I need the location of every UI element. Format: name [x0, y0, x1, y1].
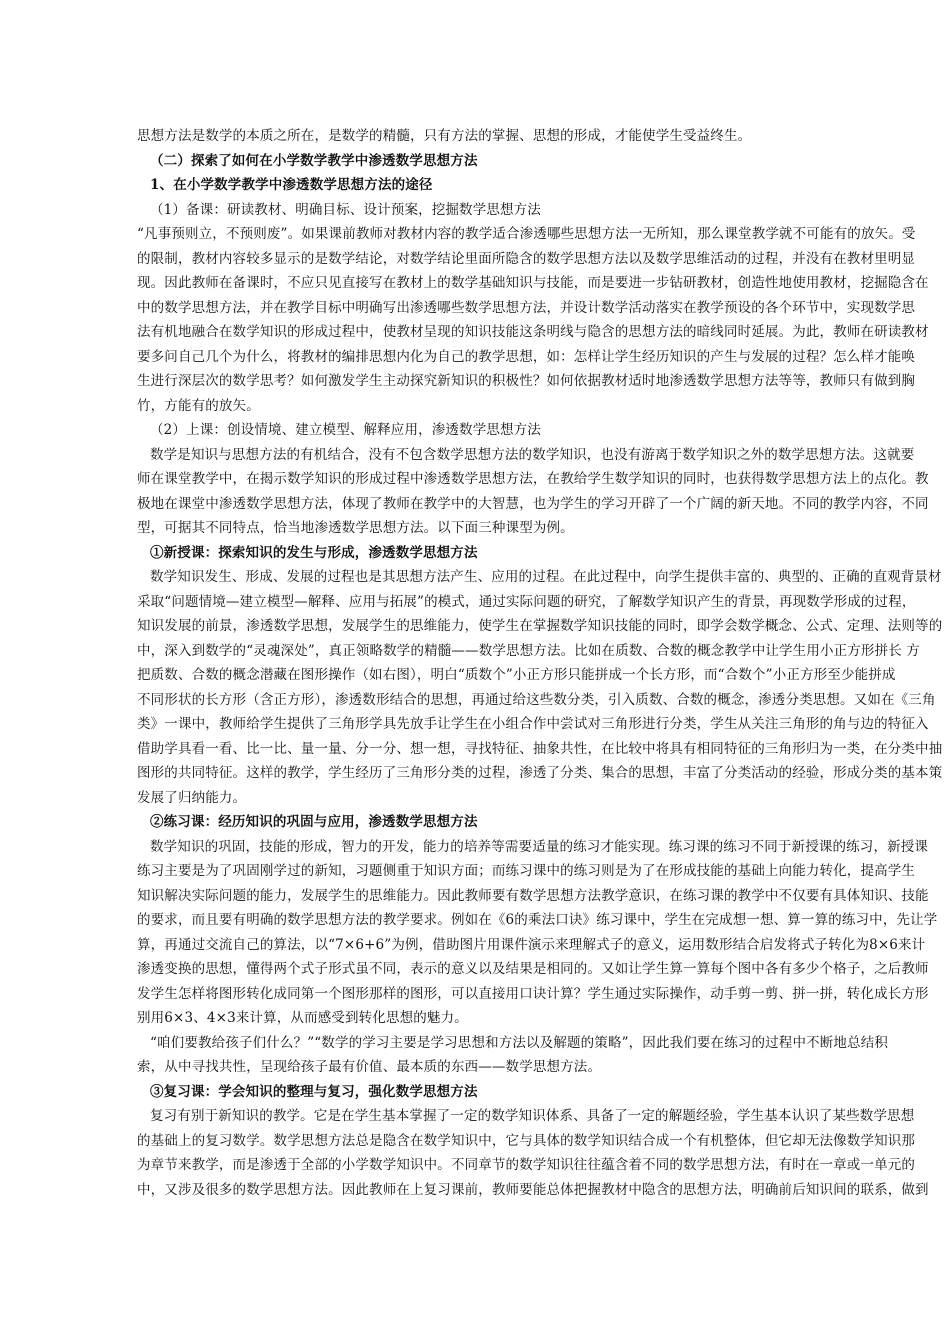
paragraph-line: 竹，方能有的放矢。	[137, 397, 260, 414]
paragraph-line: 型，可据其不同特点，恰当地渗透数学思想方法。以下面三种课型为例。	[137, 520, 574, 536]
paragraph-line: 极地在课堂中渗透数学思想方法，体现了教师在教学中的大智慧，也为学生的学习开辟了一个广阔的新天地。不同的教学内容，不同	[137, 495, 929, 512]
paragraph-line: 把质数、合数的概念潜藏在图形操作（如右图），明白“质数个”小正方形只能拼成一个长方形，而“合数个”小正方形至少能拼成	[137, 667, 896, 683]
paragraph-line: 现。因此教师在备课时，不应只见直接写在教材上的数学基础知识与技能，而是要进一步钻研教材，创造性地使用教材，挖掘隐含在	[137, 275, 929, 291]
paragraph-line: 的要求，而且要有明确的数学思想方法的教学要求。例如在《6的乘法口诀》练习课中，学生在完成想一想、算一算的练习中，先让学	[137, 912, 938, 928]
paragraph-line: 师在课堂教学中，在揭示数学知识的形成过程中渗透数学思想方法，在教给学生数学知识的同时，也获得数学思想方法上的点化。教	[137, 471, 929, 487]
paragraph-line: 生进行深层次的数学思考？如何激发学生主动探究新知识的积极性？如何依据教材适时地渗透数学思想方法等等，教师只有做到胸	[137, 373, 916, 389]
paragraph-line: 类》一课中，教师给学生提供了三角形学具先放手让学生在小组合作中尝试对三角形进行分类，学生从关注三角形的角与边的特征入	[137, 716, 929, 732]
section-heading: ②练习课：经历知识的巩固与应用，渗透数学思想方法	[150, 814, 478, 830]
paragraph-line: 渗透变换的思想，懂得两个式子形式虽不同，表示的意义以及结果是相同的。又如让学生算一算每个图中各有多少个格子，之后教师	[137, 961, 929, 977]
paragraph-line: 知识解决实际问题的能力，发展学生的思维能力。因此教师要有数学思想方法教学意识，在练习课的教学中不仅要有具体知识、技能	[137, 887, 929, 904]
section-heading: ①新授课：探索知识的发生与形成，渗透数学思想方法	[150, 544, 478, 561]
paragraph-line: 数学知识发生、形成、发展的过程也是其思想方法产生、应用的过程。在此过程中，向学生提供丰富的、典型的、正确的直观背景材	[150, 569, 942, 585]
paragraph-line: 的基础上的复习数学。数学思想方法总是隐含在数学知识中，它与具体的数学知识结合成一个有机整体，但它却无法像数学知识那	[137, 1132, 916, 1149]
paragraph-line: 思想方法是数学的本质之所在，是数学的精髓，只有方法的掌握、思想的形成，才能使学生受益终生。	[137, 128, 752, 144]
paragraph-line: 法有机地融合在数学知识的形成过程中，使教材呈现的知识技能这条明线与隐含的思想方法的暗线同时延展。为此，教师在研读教材	[137, 324, 929, 340]
paragraph-line: 练习主要是为了巩固刚学过的新知，习题侧重于知识方面；而练习课中的练习则是为了在形成技能的基础上向能力转化，提高学生	[137, 863, 916, 879]
paragraph-line: 知识发展的前景，渗透数学思想，发展学生的思维能力，使学生在掌握数学知识技能的同时，即学会数学概念、公式、定理、法则等的	[137, 618, 943, 634]
paragraph-line: 中的数学思想方法，并在教学目标中明确写出渗透哪些数学思想方法，并设计数学活动落实在教学预设的各个环节中，实现数学思	[137, 299, 916, 316]
paragraph-line: 中，又涉及很多的数学思想方法。因此教师在上复习课前，教师要能总体把握教材中隐含的思想方法，明确前后知识间的联系，做到	[137, 1181, 929, 1198]
paragraph-line: 复习有别于新知识的教学。它是在学生基本掌握了一定的数学知识体系、具备了一定的解题经验，学生基本认识了某些数学思想	[150, 1108, 915, 1124]
paragraph-line: 要多问自己几个为什么，将教材的编排思想内化为自己的教学思想，如：怎样让学生经历知识的产生与发展的过程？怎么样才能唤	[137, 348, 916, 365]
paragraph-line: 索，从中寻找共性，呈现给孩子最有价值、最本质的东西——数学思想方法。	[137, 1059, 602, 1075]
document-page	[137, 124, 950, 1202]
paragraph-line: 发学生怎样将图形转化成同第一个图形那样的图形，可以直接用口诀计算？学生通过实际操作，动手剪一剪、拼一拼，转化成长方形	[137, 985, 929, 1002]
paragraph-line: 算，再通过交流自己的算法，以“7×6+6”为例，借助图片用课件演示来理解式子的意义，运用数形结合启发将式子转化为8×6来计	[137, 936, 926, 953]
paragraph-line: “咱们要教给孩子们什么？”“数学的学习主要是学习思想和方法以及解题的策略”，因此我们要在练习的过程中不断地总结积	[150, 1034, 889, 1051]
section-heading: 1、在小学数学教学中渗透数学思想方法的途径	[150, 177, 433, 193]
paragraph-line: 不同形状的长方形（含正方形），渗透数形结合的思想，再通过给这些数分类，引入质数、合数的概念，渗透分类思想。又如在《三角	[137, 691, 936, 708]
paragraph-line: “凡事预则立，不预则废”。如果课前教师对教材内容的教学适合渗透哪些思想方法一无所知，那么课堂教学就不可能有的放矢。受	[137, 226, 916, 242]
paragraph-line: （2）上课：创设情境、建立模型、解释应用，渗透数学思想方法	[150, 422, 541, 438]
section-heading: （二）探索了如何在小学数学教学中渗透数学思想方法	[150, 152, 478, 169]
paragraph-line: 采取“问题情境—建立模型—解释、应用与拓展”的模式，通过实际问题的研究，了解数学知识产生的背景，再现数学形成的过程，	[137, 593, 916, 610]
paragraph-line: 数学是知识与思想方法的有机结合，没有不包含数学思想方法的数学知识，也没有游离于数学知识之外的数学思想方法。这就要	[150, 446, 915, 463]
section-heading: ③复习课：学会知识的整理与复习，强化数学思想方法	[150, 1083, 478, 1100]
paragraph-line: 数学知识的巩固，技能的形成，智力的开发，能力的培养等需要适量的练习才能实现。练习课的练习不同于新授课的练习，新授课	[150, 838, 929, 855]
paragraph-line: （1）备课：研读教材、明确目标、设计预案，挖掘数学思想方法	[150, 201, 541, 218]
paragraph-line: 图形的共同特征。这样的教学，学生经历了三角形分类的过程，渗透了分类、集合的思想，丰富了分类活动的经验，形成分类的基本策	[137, 765, 943, 781]
paragraph-line: 借助学具看一看、比一比、量一量、分一分、想一想，寻找特征、抽象共性，在比较中将具有相同特征的三角形归为一类，在分类中抽	[137, 740, 943, 757]
paragraph-line: 为章节来教学，而是渗透于全部的小学数学知识中。不同章节的数学知识往往蕴含着不同的数学思想方法，有时在一章或一单元的	[137, 1157, 916, 1173]
paragraph-line: 中，深入到数学的“灵魂深处”，真正领略数学的精髓——数学思想方法。比如在质数、合数的概念教学中让学生用小正方形拼长 方	[137, 642, 920, 659]
paragraph-line: 发展了归纳能力。	[137, 789, 247, 806]
paragraph-line: 的限制，教材内容较多显示的是数学结论，对数学结论里面所隐含的数学思想方法以及数学思维活动的过程，并没有在教材里明显	[137, 250, 916, 267]
paragraph-line: 别用6×3、4×3来计算，从而感受到转化思想的魅力。	[137, 1010, 468, 1026]
